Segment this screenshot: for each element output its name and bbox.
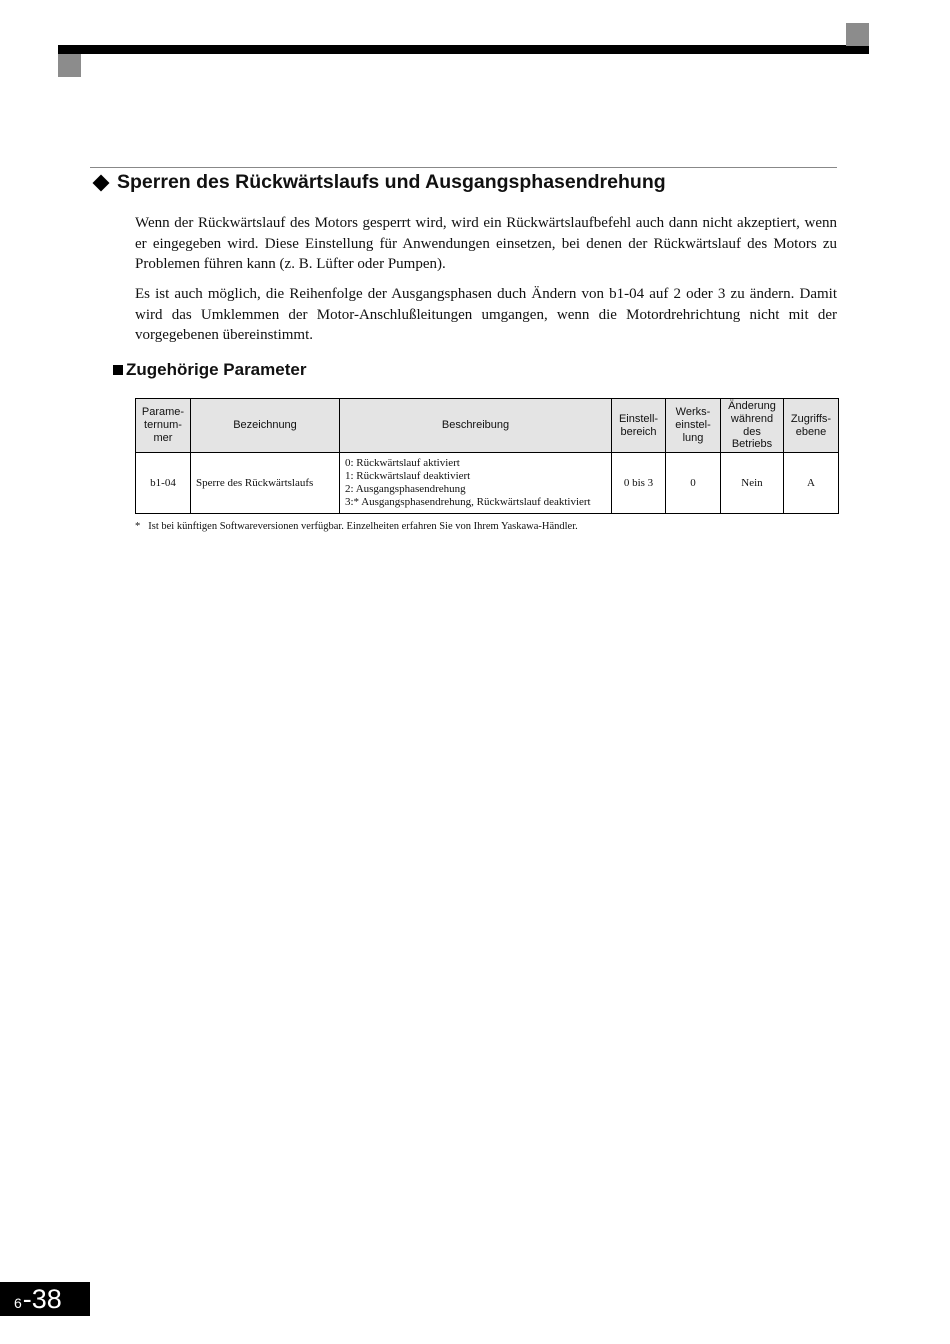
header-param-number: Parame- ternum- mer: [136, 399, 191, 453]
section-title: Sperren des Rückwärtslaufs und Ausgangsphasendrehung: [117, 171, 666, 193]
header-bar: [58, 45, 869, 54]
diamond-bullet-icon: [93, 174, 110, 191]
paragraph-2: Es ist auch möglich, die Reihenfolge der Ausgangsphasen duch Ändern von b1-04 auf 2 oder 3 zu ändern. Damit wird das Umklemmen der Motor-Anschlußleitungen umgangen, wenn die Motordrehrichtung nicht mit der vorgegebenen übereinstimmt.: [135, 286, 837, 344]
description-line: 3:* Ausgangsphasendrehung, Rückwärtslauf deaktiviert: [345, 496, 591, 508]
cell-access-level: A: [784, 453, 839, 514]
cell-default: 0: [666, 453, 721, 514]
cell-param-number: b1-04: [136, 453, 191, 514]
page-number-tab: [0, 1282, 90, 1316]
section-heading: [92, 171, 666, 194]
description-line: 0: Rückwärtslauf aktiviert: [345, 457, 460, 469]
table-header-row: [136, 399, 839, 453]
header-square-right: [846, 23, 869, 46]
header-default: Werks- einstel- lung: [666, 399, 721, 453]
description-line: 1: Rückwärtslauf deaktiviert: [345, 470, 471, 482]
section-rule: [90, 167, 837, 168]
description-line: 2: Ausgangsphasendrehung: [345, 483, 466, 495]
header-name: Bezeichnung: [191, 399, 340, 453]
header-square-left: [58, 54, 81, 77]
footnote-text: Ist bei künftigen Softwareversionen verfügbar. Einzelheiten erfahren Sie von Ihrem Yaskawa-Händler.: [148, 521, 578, 532]
cell-change-during-operation: Nein: [721, 453, 784, 514]
subsection-heading: [113, 360, 306, 380]
header-change-during-operation: Änderung während des Betriebs: [721, 399, 784, 453]
parameter-table: [135, 398, 839, 514]
cell-name: Sperre des Rückwärtslaufs: [191, 453, 340, 514]
page-number: -38: [22, 1284, 62, 1314]
header-description: Beschreibung: [340, 399, 612, 453]
header-range: Einstell- bereich: [612, 399, 666, 453]
footnote-marker: *: [135, 521, 141, 532]
footnote: [135, 521, 578, 532]
paragraph-1: Wenn der Rückwärtslauf des Motors gesperrt wird, wird ein Rückwärtslaufbefehl auch dann nicht akzeptiert, wenn er eingegeben wird. Diese Einstellung für Anwendungen einsetzen, bei denen der Rückwärtslauf des Motors zu Problemen führen kann (z. B. Lüfter oder Pumpen).: [135, 215, 837, 273]
cell-description: [340, 453, 612, 514]
cell-range: 0 bis 3: [612, 453, 666, 514]
table-row: [136, 453, 839, 514]
header-access-level: Zugriffs- ebene: [784, 399, 839, 453]
subsection-title: Zugehörige Parameter: [126, 360, 307, 379]
square-bullet-icon: [113, 365, 123, 375]
page-chapter: 6: [14, 1295, 22, 1311]
